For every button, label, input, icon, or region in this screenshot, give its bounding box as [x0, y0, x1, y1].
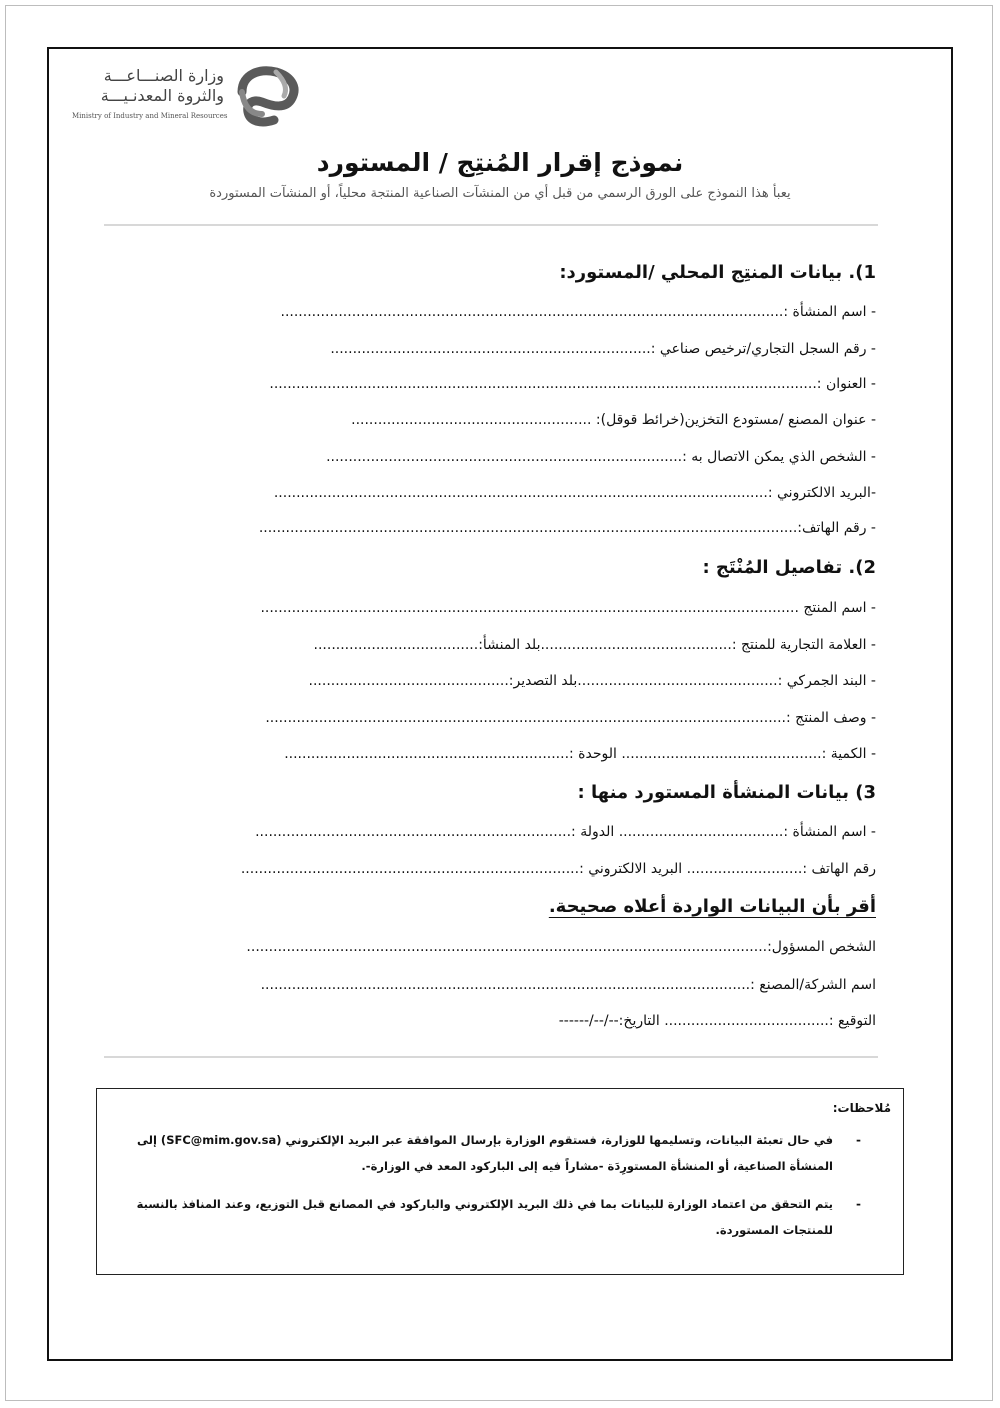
logo-english-name: Ministry of Industry and Mineral Resources — [72, 112, 228, 120]
field-product-description[interactable]: - وصف المنتج :..................................................................................................................... — [265, 710, 876, 726]
field-quantity-unit[interactable]: - الكمية :............................................. الوحدة :................................................................ — [284, 746, 876, 762]
form-title: نموذج إقرار المُنتِج / المستورد — [316, 148, 684, 177]
footer-divider — [104, 1056, 878, 1058]
field-brand-origin[interactable]: - العلامة التجارية للمنتج :...........................................بلد المنشأ:..................................... — [313, 637, 876, 653]
field-exporter-name-country[interactable]: - اسم المنشأة :..................................... الدولة :....................................................................... — [255, 824, 876, 840]
logo-arabic-line-1: وزارة الصنـــاعـــة — [103, 66, 224, 85]
field-contact-person[interactable]: - الشخص الذي يمكن الاتصال به :................................................................................ — [326, 449, 876, 465]
confirmation-heading: أقر بأن البيانات الواردة أعلاه صحيحة. — [548, 896, 876, 917]
field-exporter-phone-email[interactable]: رقم الهاتف :.......................... البريد الالكتروني :............................................................................ — [240, 861, 876, 877]
note-item-1: في حال تعبئة البيانات، وتسليمها للوزارة، فستقوم الوزارة بإرسال الموافقة عبر البريد الإلكتروني (SFC@mim.gov.sa) إلى المنشأة الصناعية، أو المنشأة المستورِدَة -مشاراً فيه إلى الباركود المعد في الوزارة-. — [137, 1133, 833, 1173]
section-2-heading: 2). تفاصيل المُنْتَج : — [702, 557, 876, 578]
field-factory-address[interactable]: - عنوان المصنع /مستودع التخزين(خرائط قوقل): ...................................................... — [351, 412, 876, 428]
note-item-2: يتم التحقق من اعتماد الوزارة للبيانات بما في ذلك البريد الإلكتروني والباركود في المصانع قبل التوزيع، وعند المنافذ بالنسبة للمنتجات المستوردة. — [136, 1197, 833, 1237]
logo-arabic-line-2: والثروة المعدنـيـــة — [100, 86, 224, 105]
section-3-heading: 3) بيانات المنشأة المستورد منها : — [577, 782, 876, 803]
note-bullet-2: - — [856, 1197, 861, 1211]
field-address[interactable]: - العنوان :........................................................................................................................... — [269, 376, 876, 392]
ministry-logo — [70, 62, 310, 132]
field-phone[interactable]: - رقم الهاتف:......................................................................................................................... — [258, 520, 876, 536]
field-facility-name[interactable]: - اسم المنشأة :................................................................................................................. — [280, 304, 876, 320]
field-email[interactable]: -البريد الالكتروني :............................................................................................................... — [273, 485, 876, 501]
section-1-heading: 1). بيانات المنتِج المحلي /المستورد: — [559, 262, 876, 283]
field-customs-export[interactable]: - البند الجمركي :.............................................بلد التصدير:............................................. — [308, 673, 876, 689]
field-signature-date[interactable]: التوقيع :..................................... التاريخ:--/--/------ — [558, 1013, 876, 1029]
logo-arabic-text — [101, 66, 224, 106]
ministry-logo-mark-icon — [232, 62, 302, 128]
field-company-name[interactable]: اسم الشركة/المصنع :.............................................................................................................. — [260, 977, 876, 993]
note-bullet-1: - — [856, 1133, 861, 1147]
form-subtitle: يعبأ هذا النموذج على الورق الرسمي من قبل أي من المنشآت الصناعية المنتجة محلياً، أو المنشآت المستوردة — [209, 186, 791, 201]
header-divider — [104, 224, 878, 226]
notes-title: مُلاحظات: — [832, 1101, 891, 1115]
field-product-name[interactable]: - اسم المنتج ......................................................................................................................... — [260, 600, 876, 616]
field-commercial-register[interactable]: - رقم السجل التجاري/ترخيص صناعي :........................................................................ — [330, 341, 876, 357]
field-responsible-person[interactable]: الشخص المسؤول:..................................................................................................................... — [246, 939, 876, 955]
notes-box — [96, 1088, 904, 1275]
